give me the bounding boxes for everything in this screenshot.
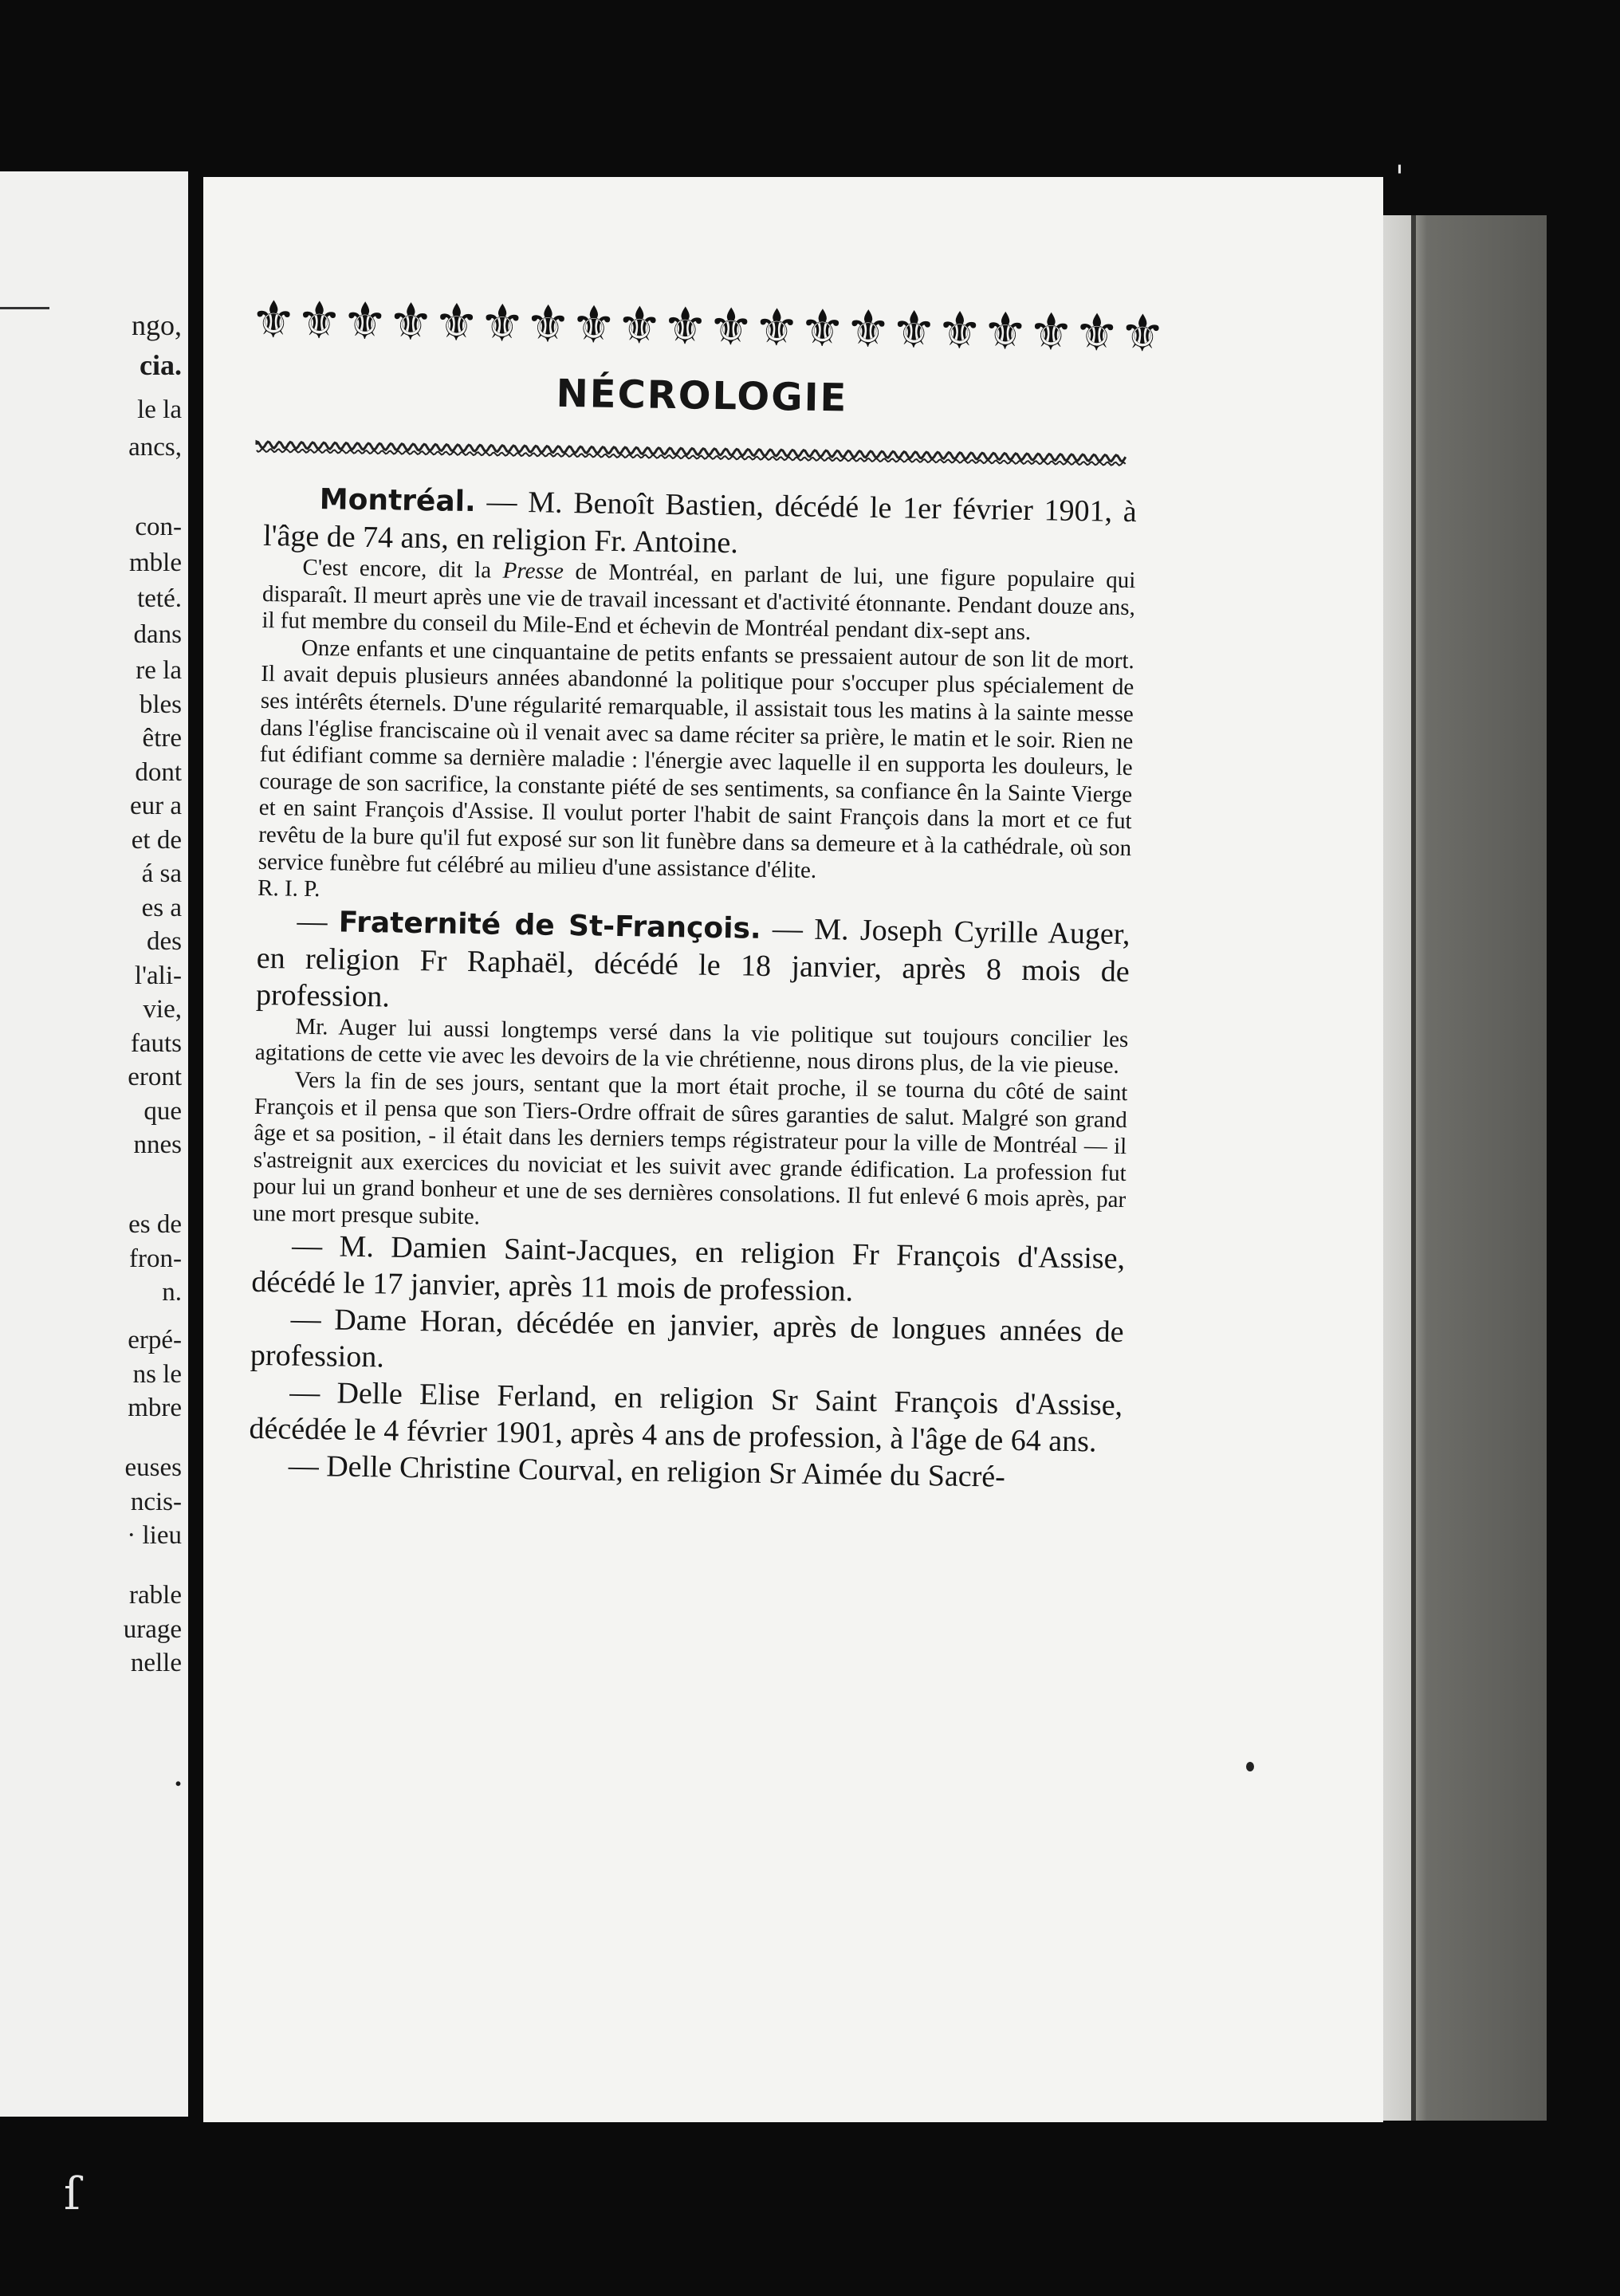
entry-auger-paragraph-2: Vers la fin de ses jours, sentant que la mort était proche, il se tourna du côté de saint François et il pensa que son Tiers-Ordre offrait de sûres garanties de salut. Malgré son grand âge et sa position, - il était dans les derniers temps régistrateur pour la ville de Montréal — il s'astreignit aux exercices du noviciat et les suivit avec grande édification. La profession fut pour lui un grand bonheur et une de ses dernières consolations. Il fut enlevé 6 mois après, par une mort presque subite. [252, 1067, 1128, 1230]
entry-bastien-text: — M. Benoît Bastien, décédé le 1er février 1901, à l'âge de 74 ans, en religion Fr. Antoine. [262, 485, 1138, 560]
fleur-de-lis-icon: ⚜ [433, 294, 480, 352]
left-page [0, 171, 188, 2117]
left-page-fragment: des [147, 927, 182, 956]
entry-auger-text: — M. Joseph Cyrille Auger, en religion Fr Raphaël, décédé le 18 janvier, après 8 mois de profession. [255, 911, 1130, 1014]
left-page-fragment: être [142, 724, 182, 753]
left-page-fragment: et de [131, 826, 182, 855]
left-page-fragment: l'ali- [134, 961, 182, 990]
left-page-fragment: ancs, [128, 433, 182, 462]
fleur-de-lis-icon: ⚜ [707, 298, 754, 356]
fleur-de-lis-icon: ⚜ [478, 295, 526, 353]
fleur-de-lis-icon: ⚜ [844, 301, 892, 359]
fleur-de-lis-icon: ⚜ [250, 291, 297, 349]
left-page-fragment: mbre [128, 1394, 182, 1422]
left-page-fragment: vie, [143, 995, 182, 1024]
left-page-fragment: euses [124, 1453, 182, 1482]
left-page-fragment: le la [137, 395, 182, 424]
left-page-fragment: teté. [137, 584, 182, 613]
left-page-fragment: fauts [130, 1029, 182, 1058]
fleur-de-lis-icon: ⚜ [341, 293, 389, 351]
left-page-fragment: n. [162, 1278, 182, 1307]
left-page-fragment: re la [136, 656, 182, 685]
fleur-de-lis-icon: ⚜ [615, 297, 663, 355]
left-page-fragment: cia. [140, 349, 182, 381]
left-page-fragment: eur a [129, 792, 182, 820]
entry-auger-paragraph-1: Mr. Auger lui aussi longtemps versé dans la vie politique sut toujours concilier les agitations de cette vie avec les devoirs de la vie chrétienne, nous dirons plus, de la vie pieuse. [254, 1013, 1129, 1079]
fleur-de-lis-icon: ⚜ [1073, 304, 1120, 362]
fleur-de-lis-icon: ⚜ [387, 293, 434, 352]
fleur-de-lis-icon: ⚜ [890, 301, 938, 360]
entry-saint-jacques: — M. Damien Saint-Jacques, en religion Fr François d'Assise, décédé le 17 janvier, après 11 mois de profession. [251, 1229, 1126, 1309]
fleur-de-lis-icon: ⚜ [799, 300, 846, 358]
scan-mark: ſ [64, 2168, 81, 2220]
left-page-fragment: mble [129, 548, 182, 577]
page-content [248, 289, 1166, 1497]
entry-courval: — Delle Christine Courval, en religion Sr Aimée du Sacré- [288, 1449, 1006, 1495]
dash: — [297, 904, 340, 939]
left-page-fragment: ncis- [130, 1488, 182, 1516]
book-edge-gap [1411, 215, 1416, 2121]
left-page-fragment: nnes [133, 1130, 182, 1159]
left-page-fragment: á sa [141, 859, 182, 888]
entry-bastien-place: Montréal. [319, 483, 477, 519]
fleur-de-lis-icon: ⚜ [936, 302, 983, 360]
fleur-de-lis-icon: ⚜ [1028, 304, 1075, 361]
book-edge [1379, 215, 1547, 2121]
entry-bastien-rip: R. I. P. [257, 875, 320, 902]
entry-horan: — Dame Horan, décédée en janvier, après de longues années de profession. [250, 1303, 1124, 1374]
fleur-de-lis-icon: ⚜ [525, 296, 572, 353]
fleur-de-lis-icon: ⚜ [981, 303, 1029, 360]
left-page-fragment: . [175, 1760, 182, 1792]
left-page-fragment: erpé- [128, 1326, 182, 1354]
entry-auger-heading [256, 902, 1130, 1027]
fleur-de-lis-icon: ⚜ [296, 292, 343, 350]
fleur-de-lis-icon: ⚜ [662, 297, 709, 356]
left-page-fragment: eront [128, 1063, 182, 1091]
scan-mark: ' [1395, 159, 1404, 196]
page-title: NÉCROLOGIE [556, 371, 848, 421]
fleur-de-lis-icon: ⚜ [753, 299, 800, 357]
ink-speck [1246, 1762, 1254, 1771]
paragraph-text: de Montréal, en parlant de lui, une figure populaire qui disparaît. Il meurt après une vie de travail incessant et d'activité étonnante. Pendant douze ans, il fut membre du conseil du Mile-End et échevin de Montréal pendant dix-sept ans. [261, 558, 1136, 646]
left-page-fragment: ns le [132, 1360, 182, 1389]
entry-bastien-paragraph-2: Onze enfants et une cinquantaine de petits enfants se pressaient autour de son lit de mort. Il avait depuis plusieurs années abandonné la politique pour s'occuper plus spécialement de ses intérêts éternels. D'une régularité remarquable, il assistait tous les matins à la sainte messe dans l'église franciscaine où il venait avec sa dame réciter sa prière, le matin et le soir. Rien ne fut édifiant comme sa dernière maladie : l'énergie avec laquelle il en supporta les douleurs, le courage de son sacrifice, la constante piété de ses sentiments, sa confiance ên la Sainte Vierge et en saint François d'Assise. Il voulut porter l'habit de saint François dans la mort et ce fut revêtu de la bure qu'il fut exposé sur son lit funèbre dans sa demeure et à la cathédrale, où son service funèbre fut célébré au milieu d'une assistance d'élite. [258, 635, 1135, 883]
left-page-fragment: dans [133, 620, 182, 649]
left-page-fragment: fron- [129, 1244, 182, 1273]
fleur-de-lis-icon: ⚜ [570, 296, 617, 354]
wavy-rule [249, 435, 1134, 473]
entry-ferland: — Delle Elise Ferland, en religion Sr Saint François d'Assise, décédée le 4 février 1901, après 4 ans de profession, à l'âge de 64 ans. [249, 1376, 1123, 1459]
newspaper-name: Presse [502, 557, 564, 584]
left-page-rule [0, 307, 49, 309]
left-page-fragment: · lieu [127, 1521, 182, 1550]
fleuron-border [250, 289, 1166, 367]
left-page-fragment: con- [135, 513, 182, 541]
right-page [203, 177, 1383, 2122]
left-page-fragment: ngo, [132, 309, 182, 341]
left-page-fragment: es de [128, 1210, 182, 1239]
left-page-fragment: urage [123, 1615, 182, 1644]
entry-bastien-heading [263, 480, 1137, 568]
left-page-fragment: que [144, 1097, 182, 1126]
left-page-fragment: dont [135, 758, 182, 787]
fleur-de-lis-icon: ⚜ [1119, 305, 1166, 363]
left-page-fragment: es a [141, 894, 182, 922]
entry-bastien-paragraph-1 [261, 554, 1135, 648]
entry-auger-fraternity: Fraternité de St-François. [338, 906, 761, 946]
left-page-fragment: nelle [130, 1649, 182, 1677]
left-page-fragment: rable [129, 1581, 182, 1610]
left-page-fragment: bles [139, 690, 182, 719]
paragraph-text: C'est encore, dit la [302, 554, 503, 584]
